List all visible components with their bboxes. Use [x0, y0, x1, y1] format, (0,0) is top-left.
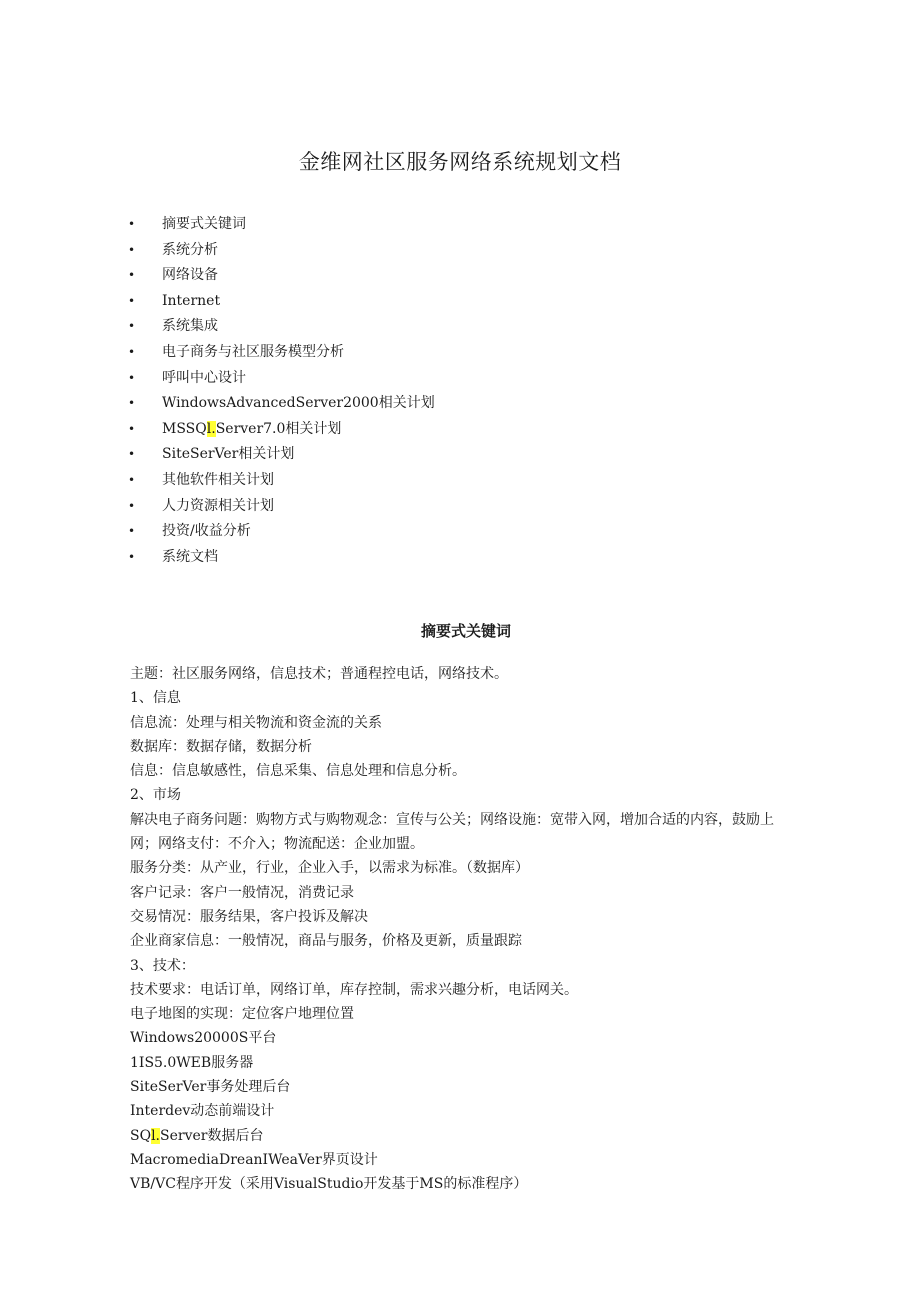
paragraph: 数据库：数据存储，数据分析: [130, 738, 312, 755]
highlighted-text: l.: [151, 1127, 161, 1144]
paragraph: 主题：社区服务网络，信息技术；普通程控电话，网络技术。: [130, 666, 508, 682]
toc-item: [128, 442, 435, 468]
section-heading: 摘要式关键词: [420, 622, 511, 640]
toc-item-text: 系统集成: [162, 318, 218, 335]
paragraph: Interdev动态前端设计: [130, 1103, 275, 1120]
toc-item-text: 呼叫中心设计: [162, 369, 246, 386]
toc-item-text: 摘要式关键词: [162, 216, 246, 232]
bullet-icon: •: [128, 344, 136, 359]
paragraph: 服务分类：从产业，行业，企业入手，以需求为标准。（数据库）: [130, 860, 529, 877]
bullet-icon: •: [128, 217, 136, 231]
toc-item: [128, 238, 435, 264]
toc-item: [128, 545, 435, 571]
bullet-icon: •: [128, 472, 136, 487]
toc-item-text: SiteSerVer相关计划: [162, 446, 295, 463]
paragraph: SiteSerVer事务处理后台: [130, 1079, 291, 1096]
bullet-icon: •: [128, 293, 136, 308]
toc-item-text: WindowsAdvancedServer2000相关计划: [162, 395, 435, 412]
paragraph-text-pre: SQ: [130, 1127, 152, 1144]
toc-item: [128, 494, 435, 520]
toc-item-text: 其他软件相关计划: [162, 471, 274, 488]
bullet-icon: •: [128, 319, 136, 334]
paragraph: 客户记录：客户一般情况，消费记录: [130, 884, 354, 901]
toc-item: [128, 366, 435, 392]
toc-item: [128, 289, 435, 315]
toc-item-text: Internet: [162, 292, 221, 309]
toc-item-text: 人力资源相关计划: [162, 497, 274, 514]
toc-item-text: 系统分析: [162, 241, 218, 258]
toc-item: [128, 212, 435, 238]
bullet-icon: •: [128, 242, 136, 257]
toc-item: [128, 314, 435, 340]
paragraph: 企业商家信息：一般情况，商品与服务，价格及更新，质量跟踪: [130, 933, 522, 950]
bullet-icon: •: [128, 421, 136, 436]
paragraph: 2、市场: [130, 787, 181, 804]
toc-item-text: 投资/收益分析: [162, 523, 251, 540]
paragraph: Windows20000S平台: [130, 1030, 277, 1047]
table-of-contents: [128, 212, 435, 570]
bullet-icon: •: [128, 396, 136, 411]
paragraph: 1、信息: [130, 690, 181, 707]
paragraph-text-post: Server数据后台: [160, 1127, 264, 1144]
paragraph: 1IS5.0WEB服务器: [130, 1054, 254, 1071]
toc-item: [128, 468, 435, 494]
toc-item: [128, 519, 435, 545]
toc-item-text: 系统文档: [162, 548, 218, 565]
bullet-icon: •: [128, 524, 136, 539]
bullet-icon: •: [128, 370, 136, 385]
bullet-icon: •: [128, 268, 136, 283]
toc-item-text: 电子商务与社区服务模型分析: [162, 343, 344, 360]
toc-item-text-post: Server7.0相关计划: [215, 420, 342, 437]
paragraph: [130, 1124, 800, 1148]
paragraph: MacromediaDreanIWeaVer界页设计: [130, 1151, 378, 1168]
paragraph: 信息：信息敏感性，信息采集、信息处理和信息分析。: [130, 763, 466, 780]
bullet-icon: •: [128, 447, 136, 462]
toc-item: [128, 263, 435, 289]
document-title: 金维网社区服务网络系统规划文档: [298, 150, 622, 174]
toc-item: [128, 417, 435, 443]
paragraph: 技术要求：电话订单，网络订单，库存控制，需求兴趣分析，电话网关。: [130, 981, 578, 998]
highlighted-text: l.: [206, 420, 216, 437]
paragraph: 信息流：处理与相关物流和资金流的关系: [130, 714, 382, 731]
paragraph: 电子地图的实现：定位客户地理位置: [130, 1006, 354, 1023]
paragraph: 交易情况：服务结果，客户投诉及解决: [130, 908, 368, 925]
toc-item: [128, 391, 435, 417]
paragraph: 解决电子商务问题：购物方式与购物观念：宣传与公关；网络设施：宽带入网，增加合适的内容，鼓励上网；网络支付：不介入；物流配送：企业加盟。: [130, 811, 774, 853]
toc-item: [128, 340, 435, 366]
toc-item-text-pre: MSSQ: [162, 420, 207, 437]
bullet-icon: •: [128, 549, 136, 564]
section-body: [130, 662, 800, 1197]
toc-item-text: 网络设备: [162, 267, 218, 284]
paragraph: 3、技术：: [130, 957, 195, 974]
paragraph: VB/VC程序开发（采用VisualStudio开发基于MS的标准程序）: [130, 1176, 528, 1193]
bullet-icon: •: [128, 498, 136, 513]
